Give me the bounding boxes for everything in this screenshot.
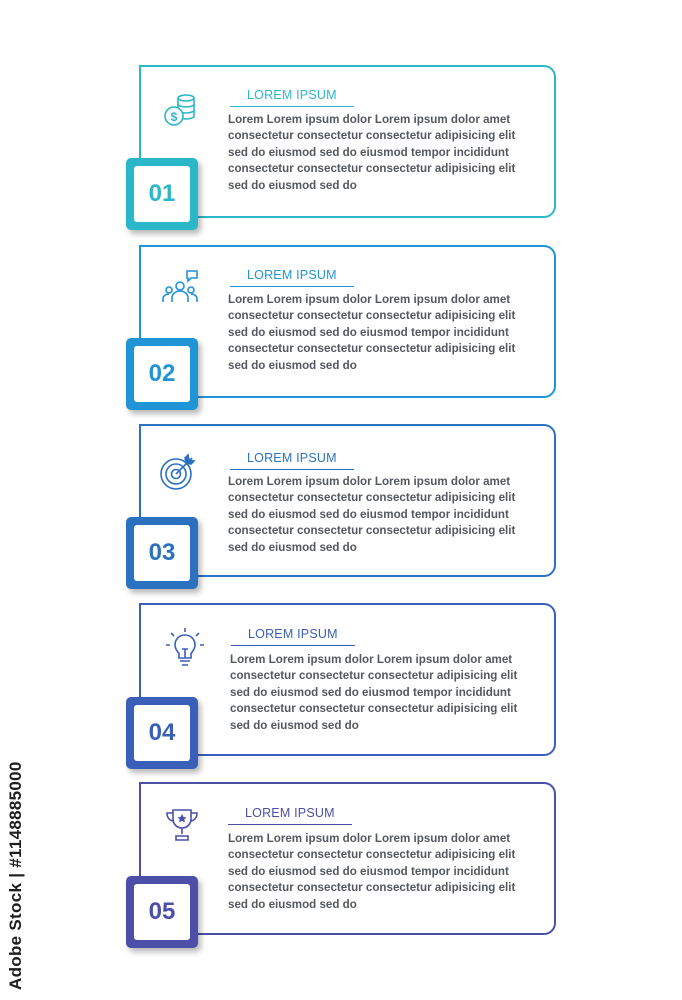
step-number-badge bbox=[126, 876, 198, 948]
body-line: sed do eiusmod sed do eiusmod tempor incididunt bbox=[228, 325, 509, 339]
step-title: LOREM IPSUM bbox=[247, 268, 337, 282]
step-body bbox=[228, 831, 528, 913]
body-line: sed do eiusmod sed do bbox=[230, 718, 359, 732]
step-number: 04 bbox=[134, 705, 190, 761]
svg-text:$: $ bbox=[170, 110, 178, 124]
step-number: 05 bbox=[134, 884, 190, 940]
body-line: Lorem Lorem ipsum dolor Lorem ipsum dolor amet bbox=[228, 832, 511, 845]
step-title: LOREM IPSUM bbox=[247, 88, 337, 102]
title-underline bbox=[230, 469, 354, 470]
body-line: consectetur consectetur consectetur adipisicing elit bbox=[228, 848, 516, 862]
step-title: LOREM IPSUM bbox=[245, 806, 335, 820]
body-line: Lorem Lorem ipsum dolor Lorem ipsum dolor amet bbox=[228, 475, 511, 488]
body-line: consectetur consectetur consectetur adipisicing elit bbox=[228, 129, 516, 143]
body-line: consectetur consectetur consectetur adipisicing elit bbox=[228, 162, 516, 176]
target-icon bbox=[158, 452, 198, 492]
step-title: LOREM IPSUM bbox=[248, 627, 338, 641]
step-number: 03 bbox=[134, 525, 190, 581]
body-line: Lorem Lorem ipsum dolor Lorem ipsum dolor amet bbox=[230, 653, 513, 666]
body-line: consectetur consectetur consectetur adipisicing elit bbox=[228, 491, 516, 505]
title-underline bbox=[230, 286, 354, 287]
body-line: sed do eiusmod sed do bbox=[228, 540, 357, 554]
title-underline bbox=[228, 824, 352, 825]
step-title: LOREM IPSUM bbox=[247, 451, 337, 465]
step-number: 02 bbox=[134, 346, 190, 402]
body-line: consectetur consectetur consectetur adipisicing elit bbox=[230, 669, 518, 683]
body-line: sed do eiusmod sed do eiusmod tempor incididunt bbox=[228, 864, 509, 878]
title-underline bbox=[231, 645, 355, 646]
step-number-badge bbox=[126, 517, 198, 589]
body-line: sed do eiusmod sed do eiusmod tempor incididunt bbox=[228, 145, 509, 159]
trophy-icon bbox=[162, 806, 202, 846]
body-line: sed do eiusmod sed do eiusmod tempor incididunt bbox=[228, 507, 509, 521]
body-line: consectetur consectetur consectetur adipisicing elit bbox=[228, 342, 516, 356]
body-line: Lorem Lorem ipsum dolor Lorem ipsum dolor amet bbox=[228, 113, 511, 126]
body-line: sed do eiusmod sed do bbox=[228, 897, 357, 911]
coins-icon bbox=[160, 90, 200, 130]
step-number: 01 bbox=[134, 166, 190, 222]
body-line: consectetur consectetur consectetur adipisicing elit bbox=[228, 524, 516, 538]
step-number-badge bbox=[126, 158, 198, 230]
step-number-badge bbox=[126, 697, 198, 769]
step-body bbox=[228, 474, 528, 556]
step-body bbox=[230, 652, 530, 734]
body-line: consectetur consectetur consectetur adipisicing elit bbox=[228, 881, 516, 895]
lightbulb-icon bbox=[165, 627, 205, 667]
body-line: Lorem Lorem ipsum dolor Lorem ipsum dolor amet bbox=[228, 293, 511, 306]
body-line: sed do eiusmod sed do bbox=[228, 358, 357, 372]
step-number-badge bbox=[126, 338, 198, 410]
step-body bbox=[228, 292, 528, 374]
stock-watermark: Adobe Stock | #1148885000 bbox=[6, 761, 25, 990]
title-underline bbox=[230, 106, 354, 107]
step-body bbox=[228, 112, 528, 194]
body-line: consectetur consectetur consectetur adipisicing elit bbox=[228, 309, 516, 323]
body-line: consectetur consectetur consectetur adipisicing elit bbox=[230, 702, 518, 716]
body-line: sed do eiusmod sed do bbox=[228, 178, 357, 192]
team-chat-icon bbox=[160, 268, 200, 308]
body-line: sed do eiusmod sed do eiusmod tempor incididunt bbox=[230, 685, 511, 699]
